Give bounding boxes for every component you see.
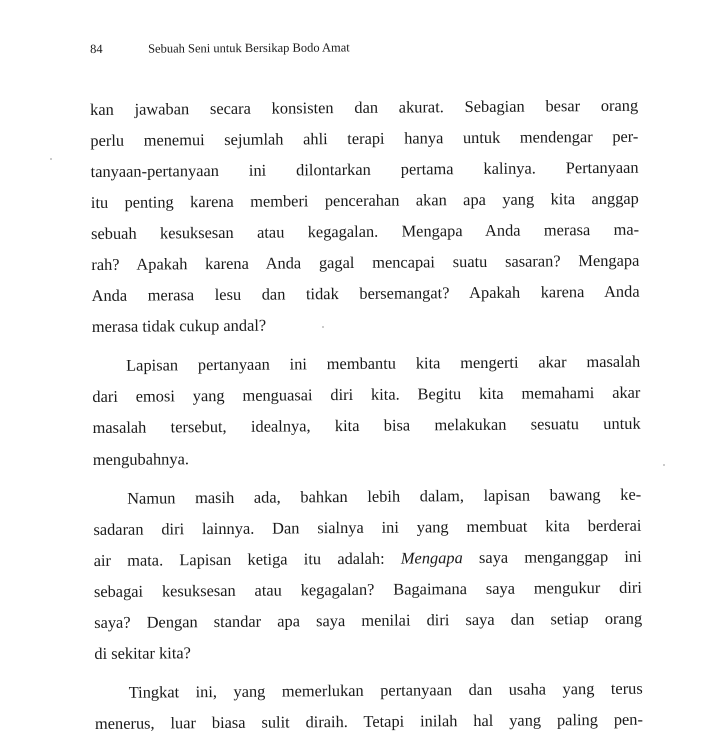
paper-speck [50,158,52,160]
page-header [90,39,650,66]
body-text [90,90,643,739]
text-segment: saya menganggap ini [478,546,642,567]
paper-speck [663,464,665,466]
text-line: dari emosi yang menguasai diri kita. Begitu kita memahami akar [92,383,641,407]
emphasized-word: Mengapa [400,547,463,568]
text-line: sebuah kesuksesan atau kegagalan. Mengapa Anda merasa ma- [91,219,640,244]
text-segment: air mata. Lapisan ketiga itu adalah: [93,548,385,570]
paragraph-4 [95,673,643,739]
paper-speck [322,326,324,328]
text-line: Namun masih ada, bahkan lebih dalam, lapisan bawang ke- [127,484,642,508]
text-line: itu penting karena memberi pencerahan akan apa yang kita anggap [90,188,639,213]
text-line [94,540,642,575]
page-number: 84 [90,41,103,56]
text-line: perlu menemui sejumlah ahli terapi hanya untuk mendengar per- [90,126,639,151]
text-line: sadaran diri lainnya. Dan sialnya ini yang membuat kita berderai [93,515,642,539]
paragraph-3 [93,478,642,669]
text-line: masalah tersebut, idealnya, kita bisa melakukan sesuatu untuk [92,414,641,438]
text-line: menerus, luar biasa sulit diraih. Tetapi inilah hal yang paling pen- [94,709,644,733]
text-line: mengubahnya. [92,448,189,469]
text-line: di sekitar kita? [94,643,191,663]
text-line: Tingkat ini, yang memerlukan pertanyaan dan usaha yang terus [128,678,643,702]
paragraph-1 [90,90,640,343]
paragraph-2 [92,346,641,474]
text-line: saya? Dengan standar apa saya menilai diri saya dan setiap orang [94,608,643,632]
text-line: Anda merasa lesu dan tidak bersemangat? Apakah karena Anda [91,281,640,306]
running-title: Sebuah Seni untuk Bersikap Bodo Amat [147,40,350,56]
text-line: Lapisan pertanyaan ini membantu kita mengerti akar masalah [126,352,641,376]
text-line: kan jawaban secara konsisten dan akurat. Sebagian besar orang [90,95,639,119]
text-line: sebagai kesuksesan atau kegagalan? Bagaimana saya mengukur diri [93,577,642,601]
text-line: tanyaan-pertanyaan ini dilontarkan pertama kalinya. Pertanyaan [90,157,639,182]
text-line: merasa tidak cukup andal? [91,315,267,337]
text-line: rah? Apakah karena Anda gagal mencapai suatu sasaran? Mengapa [91,250,640,275]
